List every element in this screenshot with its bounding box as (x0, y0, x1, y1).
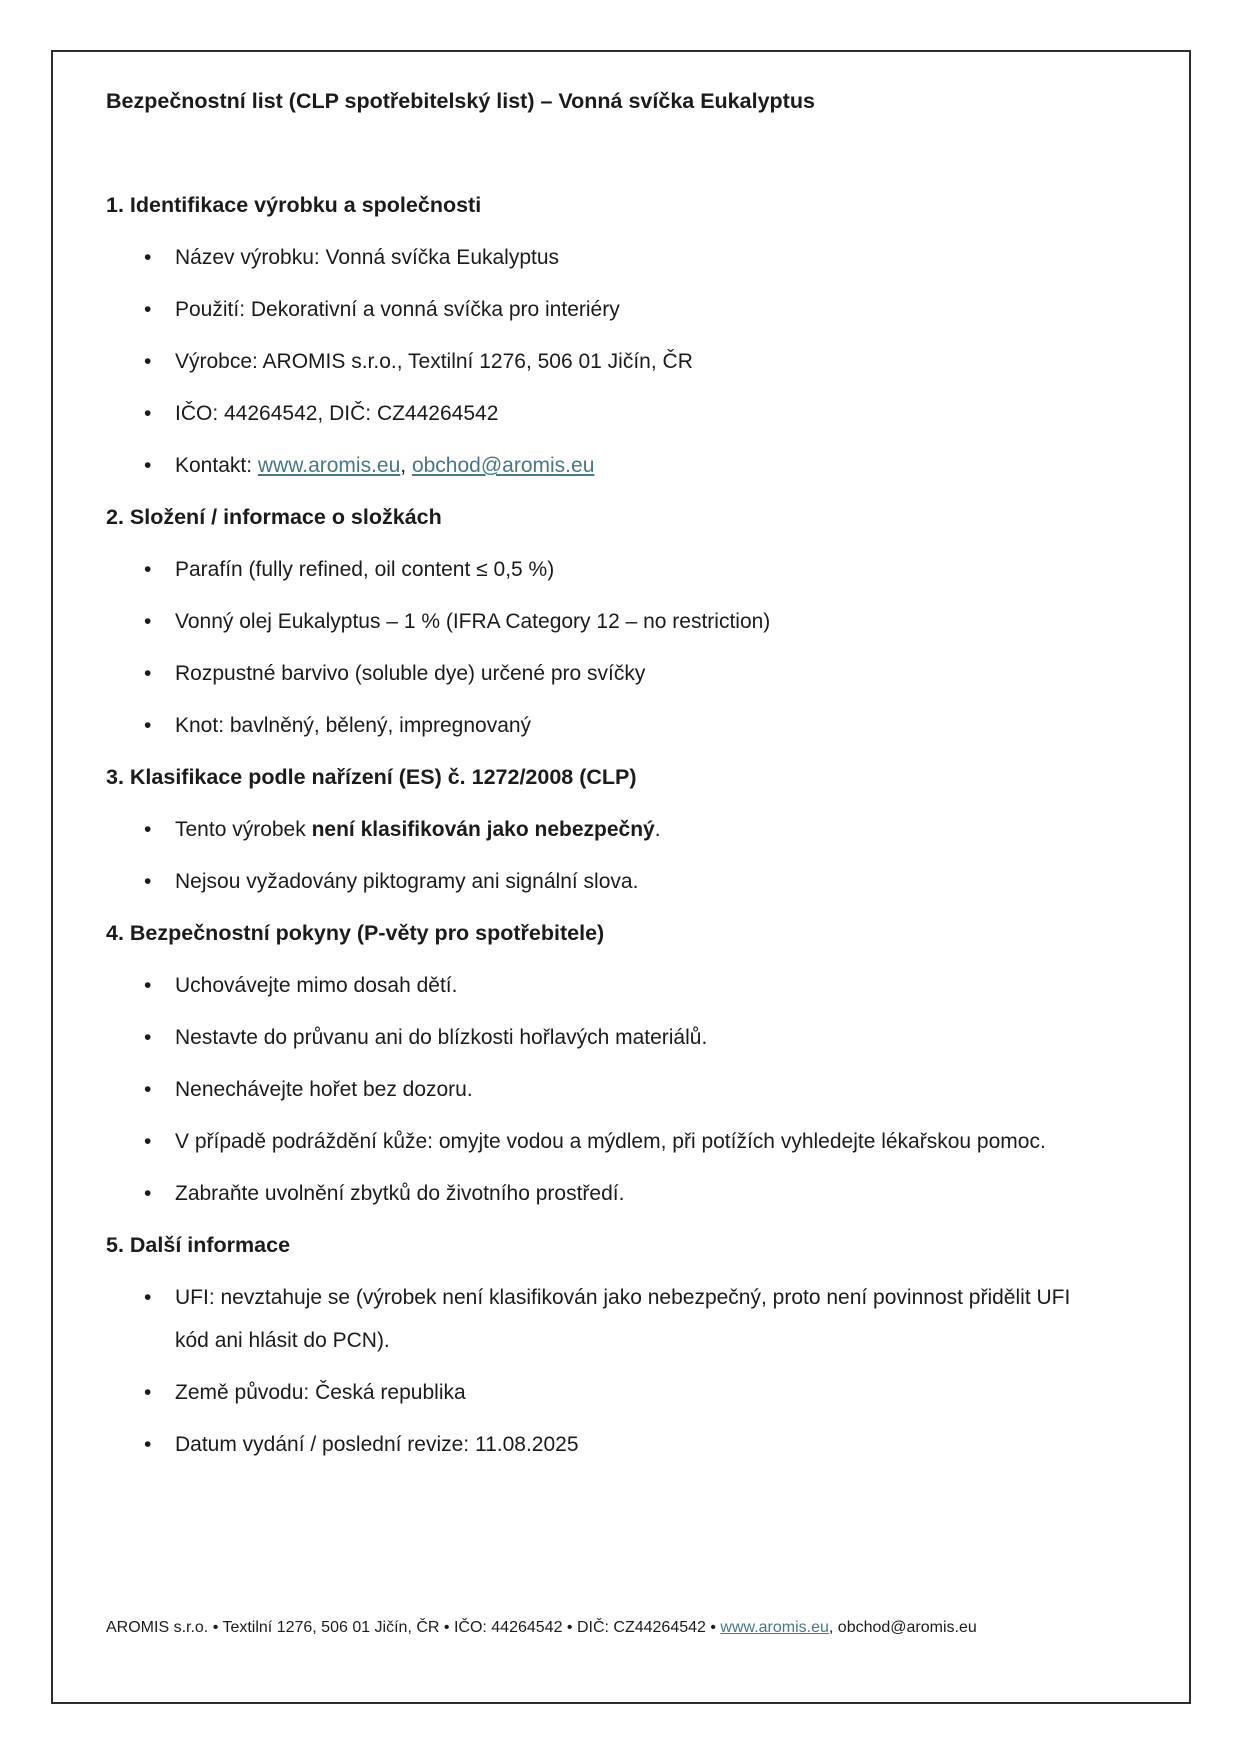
text-segment: Nenechávejte hořet bez dozoru. (175, 1078, 473, 1101)
list-item (106, 1423, 1095, 1466)
text-segment: , (400, 454, 412, 477)
footer-website-link[interactable]: www.aromis.eu (720, 1619, 829, 1636)
section-heading: 1. Identifikace výrobku a společnosti (106, 193, 482, 217)
list-item (106, 1371, 1095, 1414)
text-segment: Datum vydání / poslední revize: 11.08.2025 (175, 1433, 579, 1456)
text-segment: Parafín (fully refined, oil content ≤ 0,5 %) (175, 558, 555, 581)
text-segment: Nejsou vyžadovány piktogramy ani signální slova. (175, 870, 639, 893)
text-segment: Použití: Dekorativní a vonná svíčka pro interiéry (175, 298, 620, 321)
list-item (106, 288, 1095, 331)
list-item (106, 964, 1095, 1007)
website-link[interactable]: www.aromis.eu (257, 454, 401, 477)
section-5 (106, 1224, 1141, 1466)
list-item (106, 1016, 1095, 1059)
section-bullet-list (106, 964, 1141, 1215)
list-item (106, 1276, 1095, 1362)
document-title: Bezpečnostní list (CLP spotřebitelský list) – Vonná svíčka Eukalyptus (106, 89, 815, 113)
text-segment: Země původu: Česká republika (175, 1381, 466, 1404)
document-body (106, 80, 1141, 1475)
email-link[interactable]: obchod@aromis.eu (411, 454, 595, 477)
list-item (106, 1172, 1095, 1215)
text-segment: Knot: bavlněný, bělený, impregnovaný (175, 714, 532, 737)
list-item (106, 600, 1095, 643)
list-item (106, 652, 1095, 695)
section-2 (106, 496, 1141, 747)
section-bullet-list (106, 548, 1141, 747)
text-segment: IČO: 44264542, DIČ: CZ44264542 (175, 402, 499, 425)
section-4 (106, 912, 1141, 1215)
text-segment: Nestavte do průvanu ani do blízkosti hořlavých materiálů. (175, 1026, 708, 1049)
list-item (106, 704, 1095, 747)
text-segment: Zabraňte uvolnění zbytků do životního prostředí. (175, 1182, 625, 1205)
bold-text: není klasifikován jako nebezpečný (311, 818, 655, 841)
text-segment: , obchod@aromis.eu (828, 1619, 977, 1636)
text-segment: Tento výrobek (175, 818, 312, 841)
list-item (106, 808, 1095, 851)
list-item (106, 444, 1095, 487)
text-segment: . (654, 818, 661, 841)
text-segment: Kontakt: (175, 454, 258, 477)
sections-container (106, 184, 1141, 1466)
text-segment: Vonný olej Eukalyptus – 1 % (IFRA Category 12 – no restriction) (175, 610, 771, 633)
section-bullet-list (106, 236, 1141, 487)
text-segment: Název výrobku: Vonná svíčka Eukalyptus (175, 246, 560, 269)
text-segment: Rozpustné barvivo (soluble dye) určené pro svíčky (175, 662, 646, 685)
section-1 (106, 184, 1141, 487)
section-3 (106, 756, 1141, 903)
page-footer (106, 1616, 1146, 1639)
text-segment: UFI: nevztahuje se (výrobek není klasifikován jako nebezpečný, proto není povinnost přidělit UFI kód ani hlásit do PCN). (175, 1286, 1071, 1352)
section-heading: 4. Bezpečnostní pokyny (P-věty pro spotřebitele) (106, 921, 605, 945)
section-bullet-list (106, 1276, 1141, 1466)
section-heading: 2. Složení / informace o složkách (106, 505, 442, 529)
section-heading: 3. Klasifikace podle nařízení (ES) č. 1272/2008 (CLP) (106, 765, 637, 789)
section-heading: 5. Další informace (106, 1233, 291, 1257)
text-segment: Výrobce: AROMIS s.r.o., Textilní 1276, 506 01 Jičín, ČR (175, 350, 693, 373)
section-bullet-list (106, 808, 1141, 903)
list-item (106, 1068, 1095, 1111)
list-item (106, 1120, 1095, 1163)
text-segment: Uchovávejte mimo dosah dětí. (175, 974, 458, 997)
list-item (106, 392, 1095, 435)
text-segment: AROMIS s.r.o. • Textilní 1276, 506 01 Jičín, ČR • IČO: 44264542 • DIČ: CZ44264542 • (106, 1619, 721, 1636)
list-item (106, 860, 1095, 903)
list-item (106, 236, 1095, 279)
list-item (106, 340, 1095, 383)
list-item (106, 548, 1095, 591)
text-segment: V případě podráždění kůže: omyjte vodou a mýdlem, při potížích vyhledejte lékařskou pomoc. (175, 1130, 1046, 1153)
